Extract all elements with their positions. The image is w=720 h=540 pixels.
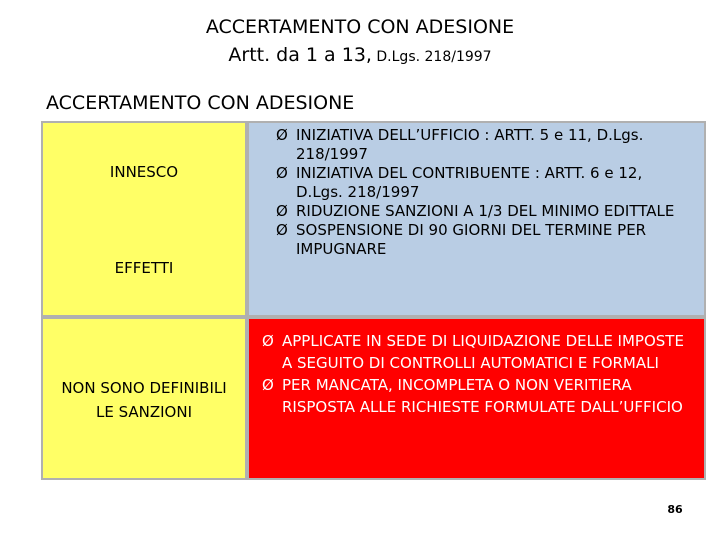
page-number: 86 — [667, 503, 683, 516]
subtitle-law: D.Lgs. 218/1997 — [371, 49, 492, 65]
top-bullet-list — [276, 126, 691, 259]
bullet-text: INIZIATIVA DEL CONTRIBUENTE : ARTT. 6 e 12, D.Lgs. 218/1997 — [296, 164, 643, 201]
bullet-text: RIDUZIONE SANZIONI A 1/3 DEL MINIMO EDITTALE — [296, 202, 675, 220]
label-non-sono-definibili — [41, 376, 247, 424]
bullet-text: APPLICATE IN SEDE DI LIQUIDAZIONE DELLE IMPOSTE A SEGUITO DI CONTROLLI AUTOMATICI E FORMALI — [282, 332, 684, 372]
label-innesco: INNESCO — [109, 163, 179, 181]
bottom-bullet-list — [262, 330, 692, 418]
document-title: ACCERTAMENTO CON ADESIONE — [205, 16, 515, 38]
arrow-bullet-icon: Ø — [276, 126, 288, 144]
arrow-bullet-icon: Ø — [276, 202, 288, 220]
arrow-bullet-icon: Ø — [262, 376, 274, 394]
document-subtitle — [0, 44, 720, 66]
bullet-text: INIZIATIVA DELL’UFFICIO : ARTT. 5 e 11, D.Lgs. 218/1997 — [296, 126, 644, 163]
arrow-bullet-icon: Ø — [262, 332, 274, 350]
bullet-item — [262, 330, 692, 374]
bullet-text: PER MANCATA, INCOMPLETA O NON VERITIERA RISPOSTA ALLE RICHIESTE FORMULATE DALL’UFFICIO — [282, 376, 683, 416]
bullet-item — [276, 164, 691, 202]
arrow-bullet-icon: Ø — [276, 164, 288, 182]
bullet-text: SOSPENSIONE DI 90 GIORNI DEL TERMINE PER IMPUGNARE — [296, 221, 647, 258]
label-effetti: EFFETTI — [114, 259, 174, 277]
section-title: ACCERTAMENTO CON ADESIONE — [46, 92, 355, 114]
bullet-item — [276, 202, 691, 221]
bullet-item — [262, 374, 692, 418]
arrow-bullet-icon: Ø — [276, 221, 288, 239]
yellow-panel-top — [41, 121, 247, 317]
label-non-sono-line2: LE SANZIONI — [95, 403, 193, 421]
bullet-item — [276, 221, 691, 259]
bullet-item — [276, 126, 691, 164]
subtitle-articles: Artt. da 1 a 13, — [228, 44, 372, 66]
label-non-sono-line1: NON SONO DEFINIBILI — [61, 379, 227, 397]
